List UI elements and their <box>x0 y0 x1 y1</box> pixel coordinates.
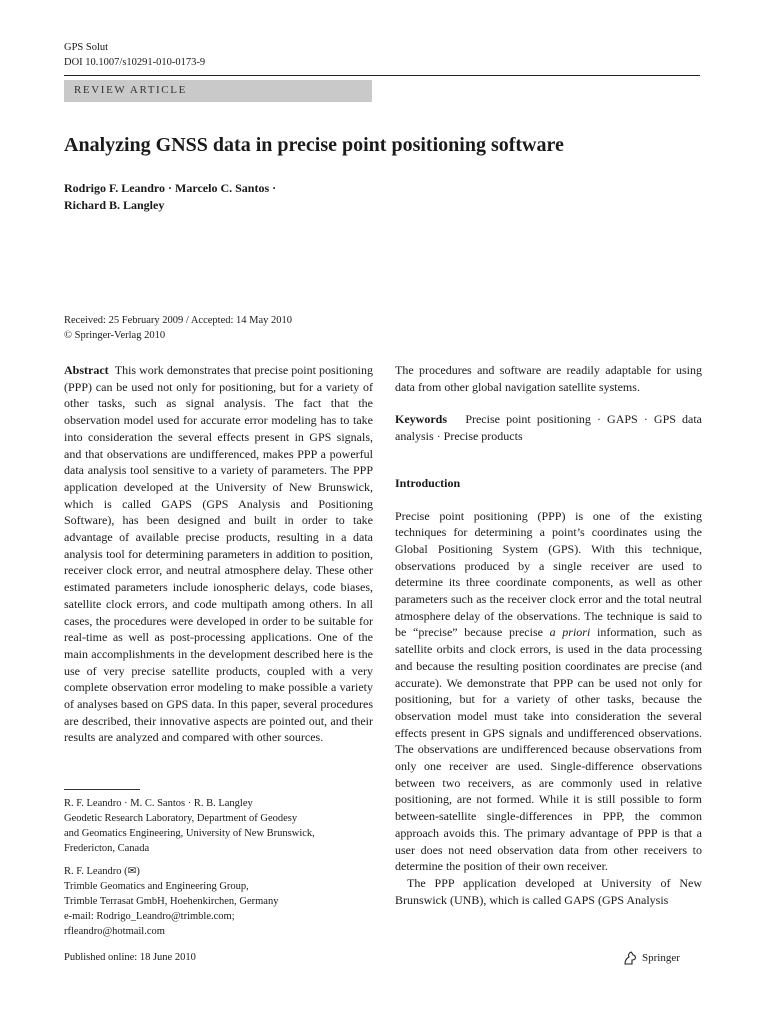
published-online: Published online: 18 June 2010 <box>64 952 196 963</box>
abstract-label: Abstract <box>64 363 109 377</box>
article-history <box>64 313 292 343</box>
publisher-logo <box>622 950 680 966</box>
affil-lab-1: Geodetic Research Laboratory, Department of Geodesy <box>64 813 298 824</box>
introduction-paragraph-1 <box>395 508 702 875</box>
affil-lab-2: and Geomatics Engineering, University of New Brunswick, <box>64 828 315 839</box>
keywords-text: Precise point positioning · GAPS · GPS data analysis · Precise products <box>395 412 703 444</box>
corr-affil-1: Trimble Geomatics and Engineering Group, <box>64 881 249 892</box>
abstract-paragraph <box>64 362 373 746</box>
affil-authors: R. F. Leandro · M. C. Santos · R. B. Langley <box>64 798 253 809</box>
author-line-2: Richard B. Langley <box>64 198 165 212</box>
abstract-continuation: The procedures and software are readily adaptable for using data from other global navigation satellite systems. <box>395 363 702 394</box>
publisher-name: Springer <box>642 952 680 964</box>
affil-lab-3: Fredericton, Canada <box>64 843 150 854</box>
article-title: Analyzing GNSS data in precise point positioning software <box>64 134 564 156</box>
abstract-column <box>64 362 373 746</box>
abstract-text: This work demonstrates that precise point positioning (PPP) can be used not only for positioning, but for a variety of other tasks, such as signal analysis. The fact that the observation model used for accurate error modeling has to take into consideration the several effects present in GPS signals, and that observations are undifferenced, makes PPP a powerful data analysis tool sensitive to a variety of parameters. The PPP application developed at the University of New Brunswick, which is called GAPS (GPS Analysis and Positioning Software), has been designed and built in order to take advantage of available precise products, resulting in a data analysis tool for determining parameters in addition to position, receiver clock error, and neutral atmosphere delay. These other estimated parameters include ionospheric delays, code biases, satellite clock errors, and code multipath among others. In all cases, the procedures were developed in order to be suitable for real-time as well as post-processing applications. One of the main accomplishments in the development described here is the use of very precise satellite products, coupled with a very complete observation error modeling to make possible a variety of analyses based on GPS data. In this paper, several procedures are described, their innovative aspects are pointed out, and their results are analyzed and compared with other sources. <box>64 363 373 745</box>
copyright-line: © Springer-Verlag 2010 <box>64 330 166 341</box>
intro-p1-italic: a priori <box>549 625 591 640</box>
introduction-heading: Introduction <box>395 475 461 490</box>
keywords-paragraph <box>395 411 702 444</box>
footnote-rule <box>64 789 140 790</box>
intro-p1-part-a: Precise point positioning (PPP) is one of the existing techniques for determining a point’s coordinates using the Global Positioning System (GPS). With this technique, observations produced by a single receiver are used to determine its three coordinate components, as well as other parameters such as the receiver clock error and the total neutral atmosphere delay of the observations. The technique is said to be “precise” because precise <box>395 508 702 640</box>
keywords-label: Keywords <box>395 412 447 427</box>
right-column <box>395 362 702 908</box>
article-type-label: REVIEW ARTICLE <box>74 84 187 96</box>
corr-affil-2: Trimble Terrasat GmbH, Hoehenkirchen, Germany <box>64 896 279 907</box>
springer-horse-icon <box>622 950 638 966</box>
corresponding-author: R. F. Leandro (✉) <box>64 866 140 877</box>
received-accepted-dates: Received: 25 February 2009 / Accepted: 14 May 2010 <box>64 315 293 326</box>
journal-name: GPS Solut <box>64 42 109 53</box>
introduction-paragraph-2: The PPP application developed at University of New Brunswick (UNB), which is called GAPS (GPS Analysis <box>395 875 702 907</box>
author-list <box>64 180 276 214</box>
email-link-1[interactable]: e-mail: Rodrigo_Leandro@trimble.com; <box>64 911 235 922</box>
author-line-1: Rodrigo F. Leandro · Marcelo C. Santos · <box>64 181 277 195</box>
intro-p1-part-b: information, such as satellite orbits and clock errors, is used in the data processing and because the resulting position coordinates are precise (and accurate). We demonstrate that PPP can be used not only for positioning, but for a variety of other tasks, because the observation model must take into consideration the several effects present in GPS signals and undifferenced observations. The observations are undifferenced because observations from only one receiver are used. Single-difference observations between two receivers, as are commonly used in relative positioning, are not formed. While it is still possible to form between-satellite single-differences in PPP, the common approach avoids this. The primary advantage of PPP is that a user does not need observation data from other receivers to determine the position of their own receiver. <box>395 625 702 874</box>
header-rule <box>64 75 700 76</box>
doi-line: DOI 10.1007/s10291-010-0173-9 <box>64 57 206 68</box>
article-type-banner <box>64 80 372 102</box>
affiliations-block <box>64 796 374 939</box>
email-link-2[interactable]: rfleandro@hotmail.com <box>64 926 165 937</box>
